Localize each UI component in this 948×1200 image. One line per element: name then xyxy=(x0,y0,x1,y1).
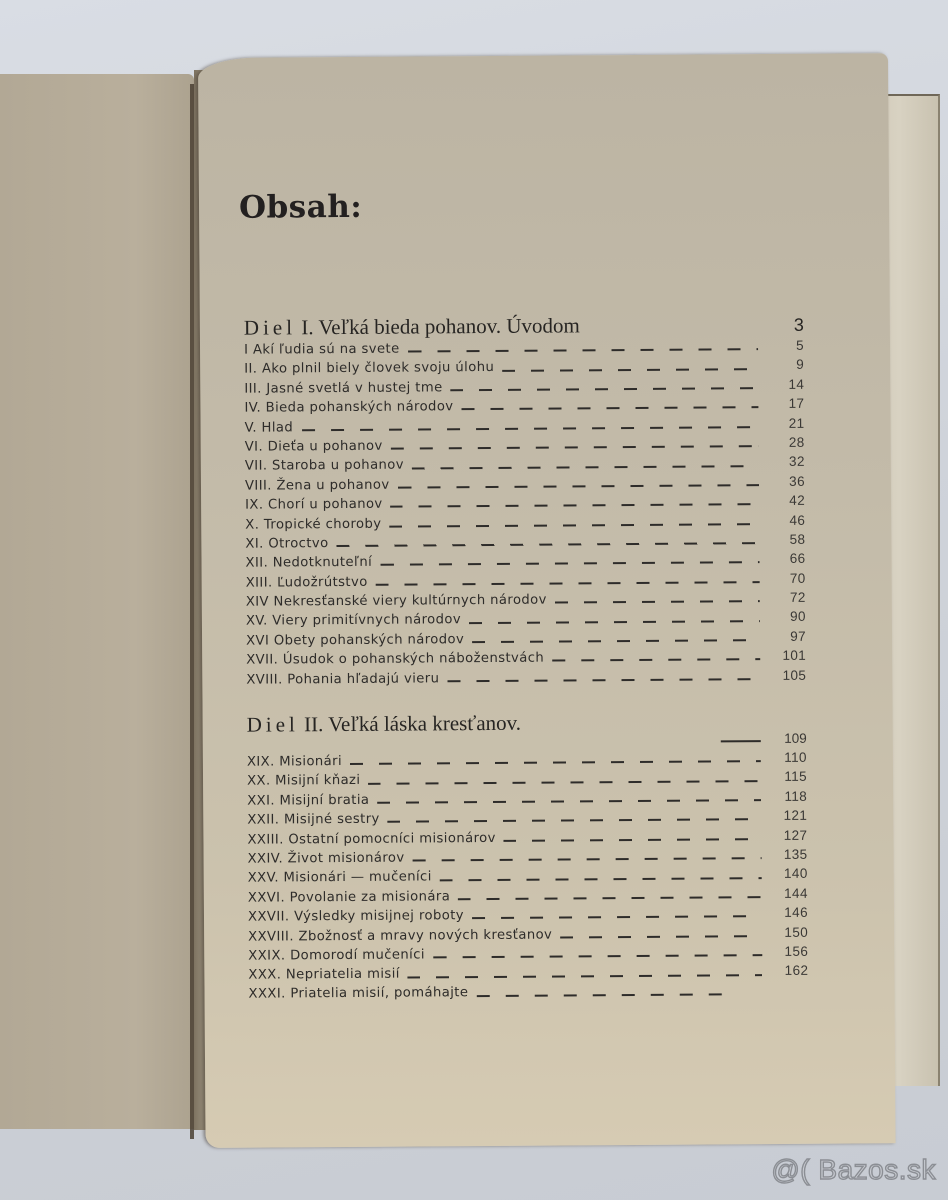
toc-entry: XXIII. Ostatní pomocníci misionárov 127 xyxy=(247,827,808,848)
toc-entry: IV. Bieda pohanských národov 17 xyxy=(244,395,805,416)
page-number: 101 xyxy=(782,648,807,664)
dash-leader xyxy=(388,818,762,823)
toc-entry: XI. Otroctvo 58 xyxy=(245,531,806,552)
table-of-contents xyxy=(244,312,809,1006)
page-number: 118 xyxy=(784,788,808,804)
page-number: 135 xyxy=(783,846,808,862)
page-number: 17 xyxy=(788,395,805,412)
page-number: 66 xyxy=(789,551,806,567)
page-number: 46 xyxy=(789,512,806,528)
contents-page xyxy=(198,53,896,1148)
page-number: 146 xyxy=(784,904,809,921)
dash-leader xyxy=(552,659,760,662)
dash-leader xyxy=(469,620,760,624)
page-number: 110 xyxy=(784,749,807,765)
page-number: 32 xyxy=(788,454,805,470)
toc-entry: XXI. Misijní bratia 118 xyxy=(247,788,808,809)
page-number: 28 xyxy=(788,434,805,450)
dash-leader xyxy=(301,426,758,431)
dash-leader xyxy=(472,915,762,919)
dash-leader xyxy=(408,974,763,978)
page-number: 42 xyxy=(789,492,806,509)
toc-entry: X. Tropické choroby 46 xyxy=(245,512,806,533)
part-heading-label: Diel II. Veľká láska kresťanov. xyxy=(246,710,522,737)
page-number: 140 xyxy=(783,866,808,882)
dash-leader xyxy=(451,387,759,391)
toc-entry: XXVII. Výsledky misijnej roboty 146 xyxy=(247,904,809,925)
dash-leader xyxy=(389,523,759,528)
toc-entry: XXVI. Povolanie za misionára 144 xyxy=(247,885,808,906)
toc-entry: XXII. Misijné sestry 121 xyxy=(247,807,808,828)
part-page-number: 3 xyxy=(793,314,804,335)
dash-leader xyxy=(447,678,760,682)
toc-entry: III. Jasné svetlá v hustej tme 14 xyxy=(244,376,805,397)
dash-leader xyxy=(368,780,761,785)
bazos-watermark: @( Bazos.sk xyxy=(771,1154,936,1185)
toc-entry: XX. Misijní kňazi 115 xyxy=(247,769,808,790)
dash-leader xyxy=(440,877,762,881)
dash-leader xyxy=(412,465,759,469)
toc-entry: XIV Nekresťanské viery kultúrnych národov 72 xyxy=(245,589,806,610)
toc-entry: XIX. Misionári 110 xyxy=(246,749,807,770)
dash-leader xyxy=(476,993,722,997)
dash-leader xyxy=(337,542,760,547)
dash-leader xyxy=(376,581,760,586)
page-number: 144 xyxy=(784,885,808,901)
page-number: 21 xyxy=(788,415,805,431)
part-heading-label: Diel I. Veľká bieda pohanov. Úvodom xyxy=(243,313,580,340)
dash-leader xyxy=(391,503,760,508)
dash-leader xyxy=(721,740,761,742)
toc-entry: XII. Nedotknuteľní 66 xyxy=(245,551,806,571)
toc-entry: XVI Obety pohanských národov 97 xyxy=(246,628,807,649)
toc-entry: XIII. Ľudožrútstvo 70 xyxy=(245,570,806,591)
page-number: 9 xyxy=(796,357,805,373)
page-number: 70 xyxy=(789,570,806,586)
part-1 xyxy=(244,312,807,691)
toc-entry: VI. Dieťa u pohanov 28 xyxy=(244,434,805,455)
part-2 xyxy=(247,709,809,1006)
page-number: 127 xyxy=(783,827,808,843)
dash-leader xyxy=(472,639,760,643)
toc-entry: XXIX. Domorodí mučeníci 156 xyxy=(248,943,809,964)
page-number: 156 xyxy=(784,943,809,959)
part-heading xyxy=(244,312,804,342)
toc-entry: II. Ako plnil biely človek svoju úlohu 9 xyxy=(244,357,805,378)
left-page xyxy=(0,74,194,1129)
dash-leader xyxy=(461,406,758,410)
page-number: 162 xyxy=(784,963,809,979)
dash-leader xyxy=(391,445,759,450)
page-number: 58 xyxy=(789,531,806,547)
toc-entry: VII. Staroba u pohanov 32 xyxy=(244,454,805,475)
dash-leader xyxy=(398,484,759,489)
dash-leader xyxy=(555,600,760,603)
page-number: 72 xyxy=(789,589,806,605)
toc-entry: XVII. Úsudok o pohanských náboženstvách 101 xyxy=(246,648,807,668)
dash-leader xyxy=(458,896,762,900)
toc-entry: XXIV. Život misionárov 135 xyxy=(247,846,808,867)
page-number: 90 xyxy=(790,609,806,625)
toc-entry: XXX. Nepriatelia misií 162 xyxy=(248,963,809,983)
toc-entry: XXV. Misionári — mučeníci 140 xyxy=(247,866,808,887)
dash-leader xyxy=(560,935,762,938)
toc-entry: IX. Chorí u pohanov 42 xyxy=(245,492,806,513)
dash-leader xyxy=(433,954,762,958)
dash-leader xyxy=(504,838,762,842)
dash-leader xyxy=(380,562,759,567)
toc-entry: I Akí ľudia sú na svete 5 xyxy=(243,337,805,358)
dash-leader xyxy=(502,368,758,372)
page-number: 5 xyxy=(796,337,805,353)
toc-entry: V. Hlad 21 xyxy=(244,415,805,436)
toc-entry: XXXI. Priatelia misií, pomáhajte xyxy=(248,982,808,1005)
dash-leader xyxy=(408,348,758,352)
page-number: 14 xyxy=(788,376,805,392)
page-number: 105 xyxy=(782,667,807,683)
page-number: 36 xyxy=(789,473,806,489)
toc-entry: VIII. Žena u pohanov 36 xyxy=(244,473,806,494)
page-number: 97 xyxy=(790,628,807,644)
dash-leader xyxy=(413,857,762,861)
page-title: Obsah: xyxy=(238,188,363,226)
toc-entry: XVIII. Pohania hľadajú vieru 105 xyxy=(246,667,807,688)
page-number: 115 xyxy=(784,769,808,785)
page-number: 121 xyxy=(783,807,808,824)
part-page-number: 109 xyxy=(784,730,807,746)
dash-leader xyxy=(350,760,761,765)
toc-entry: XXVIII. Zbožnosť a mravy nových kresťanov 150 xyxy=(248,924,809,945)
page-number: 150 xyxy=(784,924,809,940)
toc-entry: XV. Viery primitívnych národov 90 xyxy=(245,609,806,630)
dash-leader xyxy=(377,799,761,804)
